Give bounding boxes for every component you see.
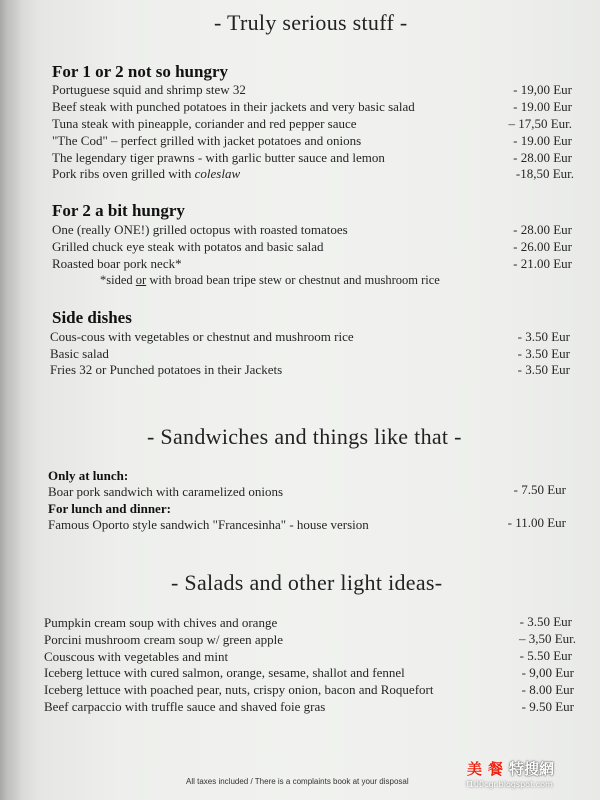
menu-item-price: - 9.50 Eur bbox=[521, 699, 574, 714]
menu-item-price: - 5.50 Eur bbox=[519, 648, 572, 663]
heading-bit-hungry: For 2 a bit hungry bbox=[52, 201, 185, 220]
title-sandwiches: - Sandwiches and things like that - bbox=[147, 424, 462, 449]
menu-item: Fries 32 or Punched potatoes in their Jackets bbox=[50, 362, 283, 377]
menu-item-price: - 3.50 Eur bbox=[517, 329, 570, 344]
label-lunch-and-dinner: For lunch and dinner: bbox=[48, 501, 171, 516]
menu-item bbox=[52, 166, 240, 182]
heading-not-so-hungry: For 1 or 2 not so hungry bbox=[52, 62, 229, 81]
title-salads: - Salads and other light ideas- bbox=[171, 570, 443, 595]
footer-note: All taxes included / There is a complaints book at your disposal bbox=[186, 777, 409, 786]
menu-item: Basic salad bbox=[50, 346, 109, 361]
menu-item-price: - 19,00 Eur bbox=[513, 82, 572, 97]
watermark-url: f100cgr.blogspot.com bbox=[466, 780, 553, 789]
menu-item: One (really ONE!) grilled octopus with roasted tomatoes bbox=[52, 222, 348, 237]
menu-item-price: - 9,00 Eur bbox=[521, 665, 574, 680]
title-serious: - Truly serious stuff - bbox=[214, 10, 408, 35]
menu-item-price: – 17,50 Eur. bbox=[508, 116, 572, 131]
menu-item-price: - 8.00 Eur bbox=[521, 682, 574, 697]
menu-item: Grilled chuck eye steak with potatos and basic salad bbox=[52, 239, 324, 254]
menu-item-price: -18,50 Eur. bbox=[515, 166, 574, 181]
menu-item-price: - 7.50 Eur bbox=[513, 482, 566, 497]
side-note-or: or bbox=[135, 273, 147, 287]
watermark-char: 餐 bbox=[488, 760, 504, 778]
menu-item-name: Pork ribs oven grilled with bbox=[52, 166, 195, 181]
label-only-at-lunch: Only at lunch: bbox=[48, 468, 129, 483]
menu-item: Portuguese squid and shrimp stew 32 bbox=[52, 82, 246, 97]
menu-item: "The Cod" – perfect grilled with jacket potatoes and onions bbox=[52, 133, 362, 148]
side-note bbox=[100, 273, 440, 288]
menu-item-price: - 21.00 Eur bbox=[513, 256, 572, 271]
menu-item: Cous-cous with vegetables or chestnut and mushroom rice bbox=[50, 329, 354, 344]
menu-item: Tuna steak with pineapple, coriander and red pepper sauce bbox=[52, 116, 357, 131]
menu-item-price: – 3,50 Eur. bbox=[518, 631, 576, 646]
menu-item-price: - 3.50 Eur bbox=[517, 346, 570, 361]
menu-item: Iceberg lettuce with cured salmon, orange, sesame, shallot and fennel bbox=[44, 665, 405, 680]
watermark-logo bbox=[467, 758, 554, 779]
menu-item-name-italic: coleslaw bbox=[194, 166, 241, 181]
menu-item-price: - 3.50 Eur bbox=[517, 362, 570, 377]
menu-item-price: - 11.00 Eur bbox=[507, 515, 566, 530]
menu-item-price: - 28.00 Eur bbox=[513, 222, 572, 237]
menu-item: Roasted boar pork neck* bbox=[52, 256, 182, 271]
menu-item: Beef steak with punched potatoes in their jackets and very basic salad bbox=[52, 99, 415, 114]
menu-item-price: - 28.00 Eur bbox=[513, 150, 572, 165]
menu-item-price: - 3.50 Eur bbox=[519, 614, 572, 629]
menu-item-price: - 26.00 Eur bbox=[513, 239, 572, 254]
menu-item: The legendary tiger prawns - with garlic butter sauce and lemon bbox=[52, 150, 385, 165]
watermark-text: 特搜網 bbox=[509, 760, 555, 778]
side-note-prefix: *sided bbox=[100, 273, 136, 287]
menu-item: Iceberg lettuce with poached pear, nuts, crispy onion, bacon and Roquefort bbox=[44, 682, 434, 697]
watermark-char: 美 bbox=[467, 760, 483, 778]
menu-item-price: - 19.00 Eur bbox=[513, 99, 572, 114]
menu-item: Beef carpaccio with truffle sauce and shaved foie gras bbox=[44, 699, 326, 714]
menu-item: Pumpkin cream soup with chives and orange bbox=[44, 615, 278, 630]
side-note-rest: with broad bean tripe stew or chestnut and mushroom rice bbox=[146, 273, 440, 287]
menu-item: Boar pork sandwich with caramelized onions bbox=[48, 484, 284, 499]
menu-item: Famous Oporto style sandwich "Francesinha" - house version bbox=[48, 517, 369, 532]
menu-item: Couscous with vegetables and mint bbox=[44, 649, 229, 664]
menu-item-price: - 19.00 Eur bbox=[513, 133, 572, 148]
menu-item: Porcini mushroom cream soup w/ green apple bbox=[44, 632, 283, 647]
heading-side-dishes: Side dishes bbox=[52, 308, 132, 327]
